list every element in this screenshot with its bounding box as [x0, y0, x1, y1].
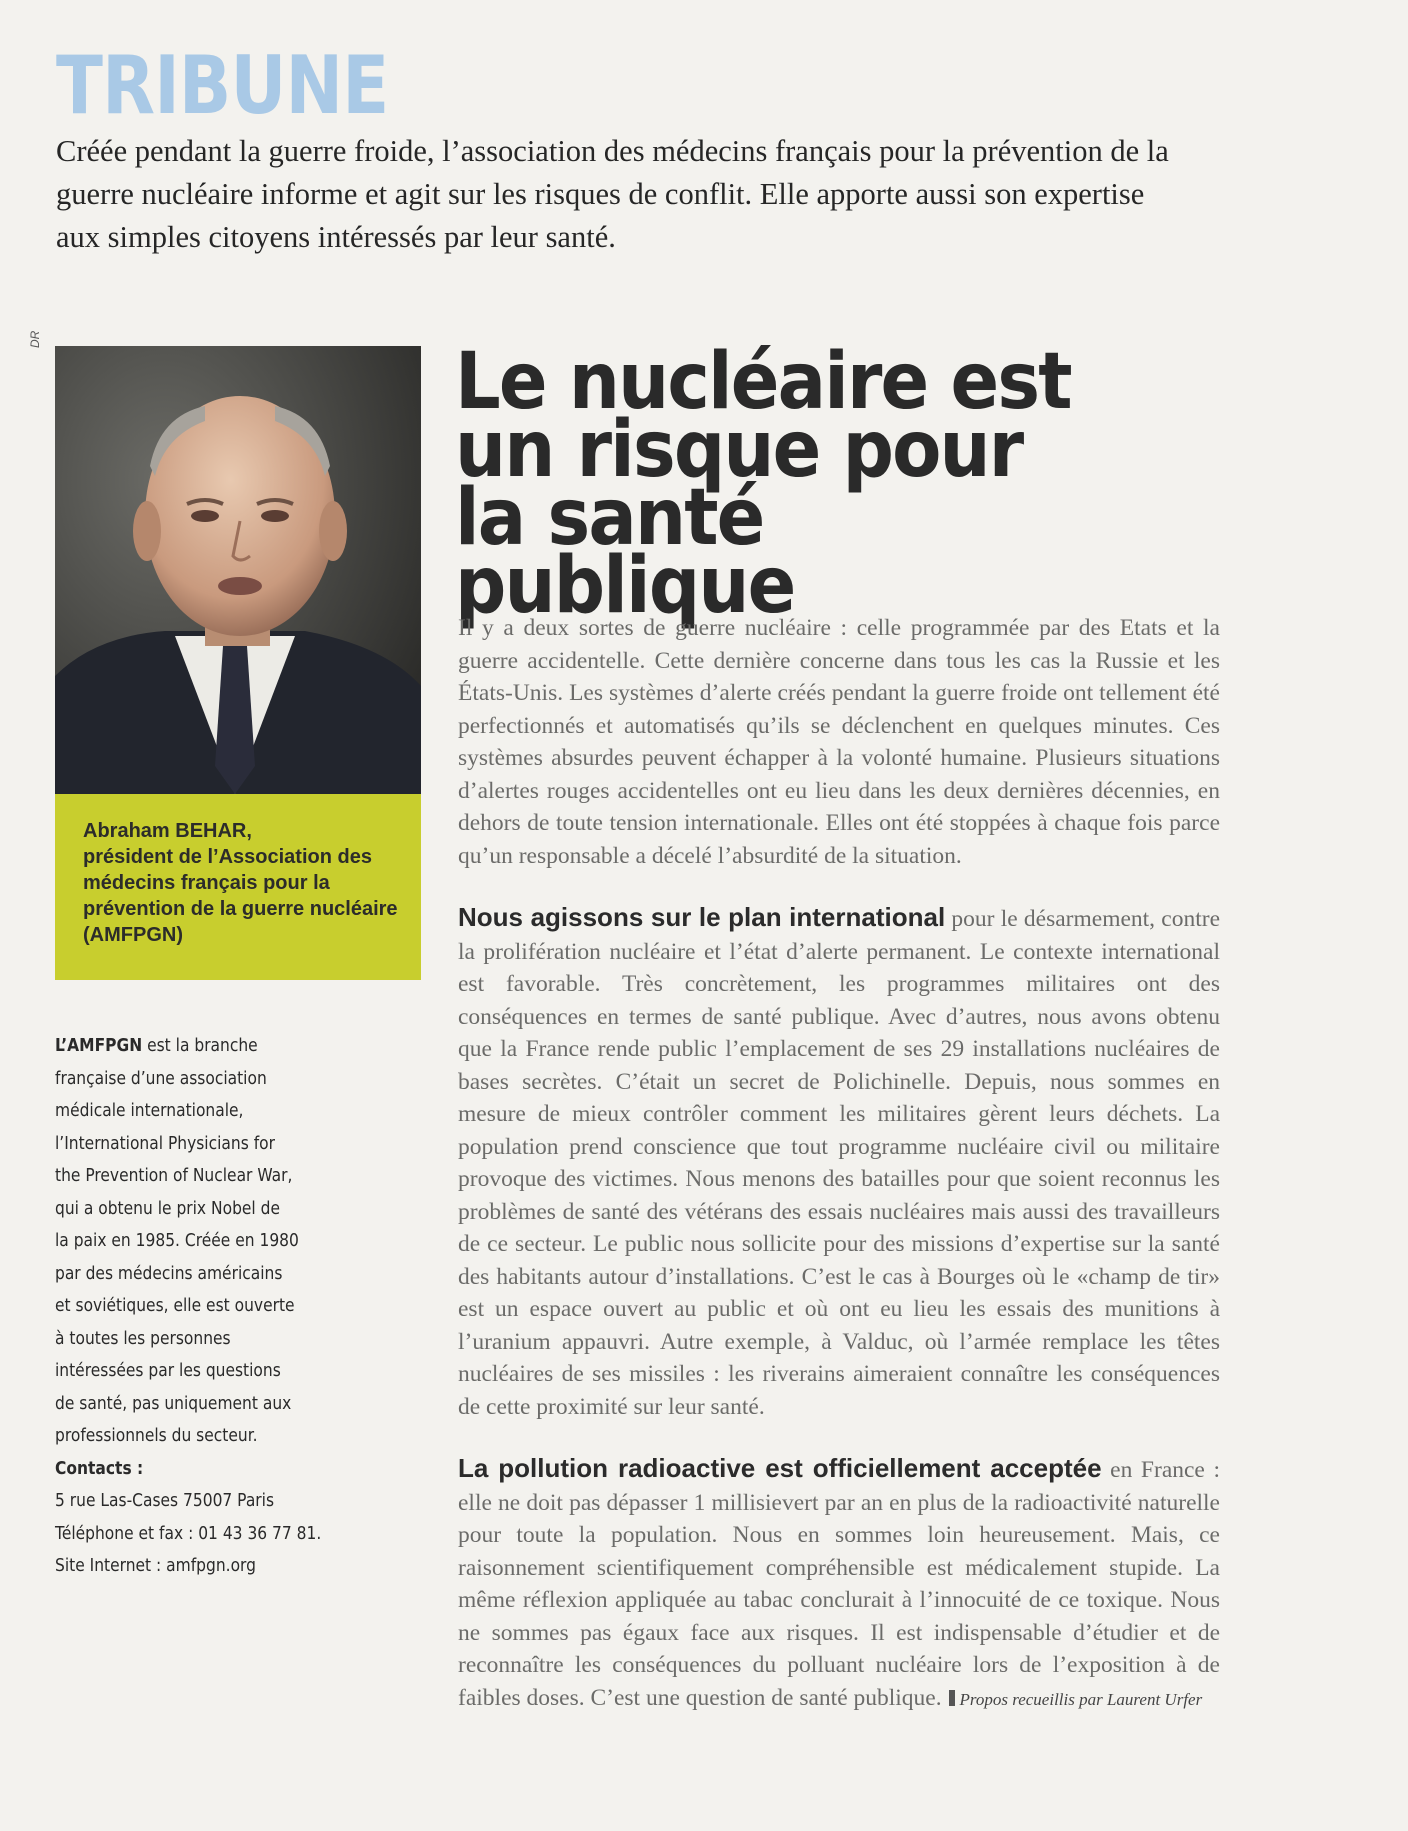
- headline-line: Le nucléaire est: [455, 337, 1071, 427]
- paragraph-intro: Il y a deux sortes de guerre nucléaire : celle programmée par des Etats et la guerre accidentelle. Cette dernière concerne dans tous les cas la Russie et les États-Unis. Les systèmes d’alerte créés pendant la guerre froide ont tellement été perfectionnés et automatisés qu’ils se déclenchent en quelques minutes. Ces systèmes absurdes peuvent échapper à la volonté humaine. Plusieurs situations d’alertes rouges accidentelles ont eu lieu dans les deux dernières décennies, en dehors de toute tension internationale. Elles ont été stoppées à chaque fois parce qu’un responsable a décelé l’absurdité de la situation.: [458, 615, 1220, 869]
- org-name: L’AMFPGN: [55, 1035, 143, 1056]
- sidebar-info: [55, 1030, 322, 1583]
- portrait-photo: [55, 346, 421, 794]
- sidebar-line: française d’une association: [55, 1067, 267, 1089]
- end-mark: [949, 1690, 955, 1706]
- contact-website: Site Internet : amfpgn.org: [55, 1555, 256, 1576]
- headline-line: un risque pour: [455, 405, 1023, 495]
- sidebar-line: intéressées par les questions: [55, 1360, 281, 1381]
- sidebar-line: et soviétiques, elle est ouverte: [55, 1295, 295, 1316]
- paragraph-lead: Nous agissons sur le plan international: [458, 902, 946, 932]
- caption-role: président de l’Association des médecins français pour la prévention de la guerre nucléaire (AMFPGN): [83, 846, 398, 946]
- portrait-illustration: [55, 346, 421, 794]
- sidebar-text: est la branche: [142, 1035, 258, 1056]
- paragraph-international: [458, 901, 1220, 1423]
- article-body: [458, 612, 1220, 1745]
- sidebar-line: the Prevention of Nuclear War,: [55, 1165, 293, 1186]
- contacts-label: Contacts :: [55, 1457, 144, 1479]
- article-headline: [455, 337, 1117, 631]
- sidebar-line: l’International Physicians for: [55, 1132, 275, 1154]
- signoff: Propos recueillis par Laurent Urfer: [959, 1689, 1203, 1709]
- headline-line: la santé publique: [455, 473, 795, 631]
- paragraph-pollution: [458, 1452, 1220, 1716]
- caption-name: Abraham BEHAR,: [83, 820, 252, 842]
- photo-caption: [55, 794, 421, 980]
- sidebar-line: la paix en 1985. Créée en 1980: [55, 1230, 299, 1251]
- sidebar-line: à toutes les personnes: [55, 1327, 231, 1349]
- section-tag: TRIBUNE: [56, 39, 389, 132]
- sidebar-line: qui a obtenu le prix Nobel de: [55, 1197, 280, 1219]
- intro-text: Créée pendant la guerre froide, l’association des médecins français pour la prévention de la guerre nucléaire informe et agit sur les risques de conflit. Elle apporte aussi son expertise aux simples citoyens intéressés par leur santé.: [56, 134, 1169, 254]
- paragraph-text: en France : elle ne doit pas dépasser 1 millisievert par an en plus de la radioactivité naturelle pour toute la population. Nous en sommes loin heureusement. Mais, ce raisonnement scientifiquement compréhensible est médicalement stupide. La même réflexion appliquée au tabac conclurait à l’innocuité de ce toxique. Nous ne sommes pas égaux face aux risques. Il est indispensable d’étudier et de reconnaître les conséquences du polluant nucléaire lors de l’exposition à de faibles doses. C’est une question de santé publique.: [458, 1457, 1220, 1711]
- paragraph-lead: La pollution radioactive est officiellement acceptée: [458, 1453, 1102, 1483]
- sidebar-line: [55, 1030, 313, 1063]
- sidebar-line: par des médecins américains: [55, 1262, 283, 1284]
- sidebar-line: professionnels du secteur.: [55, 1425, 258, 1446]
- contact-phone: Téléphone et fax : 01 43 36 77 81.: [55, 1522, 322, 1544]
- contact-address: 5 rue Las-Cases 75007 Paris: [55, 1490, 275, 1511]
- photo-credit: DR: [28, 330, 42, 348]
- sidebar-line: de santé, pas uniquement aux: [55, 1392, 292, 1414]
- paragraph-text: pour le désarmement, contre la prolifération nucléaire et l’état d’alerte permanent. Le contexte international est favorable. Très concrètement, les programmes militaires ont des conséquences en termes de santé publique. Avec d’autres, nous avons obtenu que la France rende public l’emplacement de ses 29 installations nucléaires de bases secrètes. C’était un secret de Polichinelle. Depuis, nous sommes en mesure de mieux contrôler comment les militaires gèrent leurs déchets. La population prend conscience que tout programme nucléaire civil ou militaire provoque des victimes. Nous menons des batailles pour que soient reconnus les problèmes de santé des vétérans des essais nucléaires mais aussi des travailleurs de ce secteur. Le public nous sollicite pour des missions d’expertise sur la santé des habitants autour d’installations. C’est le cas à Bourges où le «champ de tir» est un espace ouvert au public et où ont eu lieu les essais des munitions à l’uranium appauvri. Autre exemple, à Valduc, où l’armée remplace les têtes nucléaires de ses missiles : les riverains aimeraient connaître les conséquences de cette proximité sur leur santé.: [458, 906, 1220, 1420]
- sidebar-line: médicale internationale,: [55, 1100, 244, 1121]
